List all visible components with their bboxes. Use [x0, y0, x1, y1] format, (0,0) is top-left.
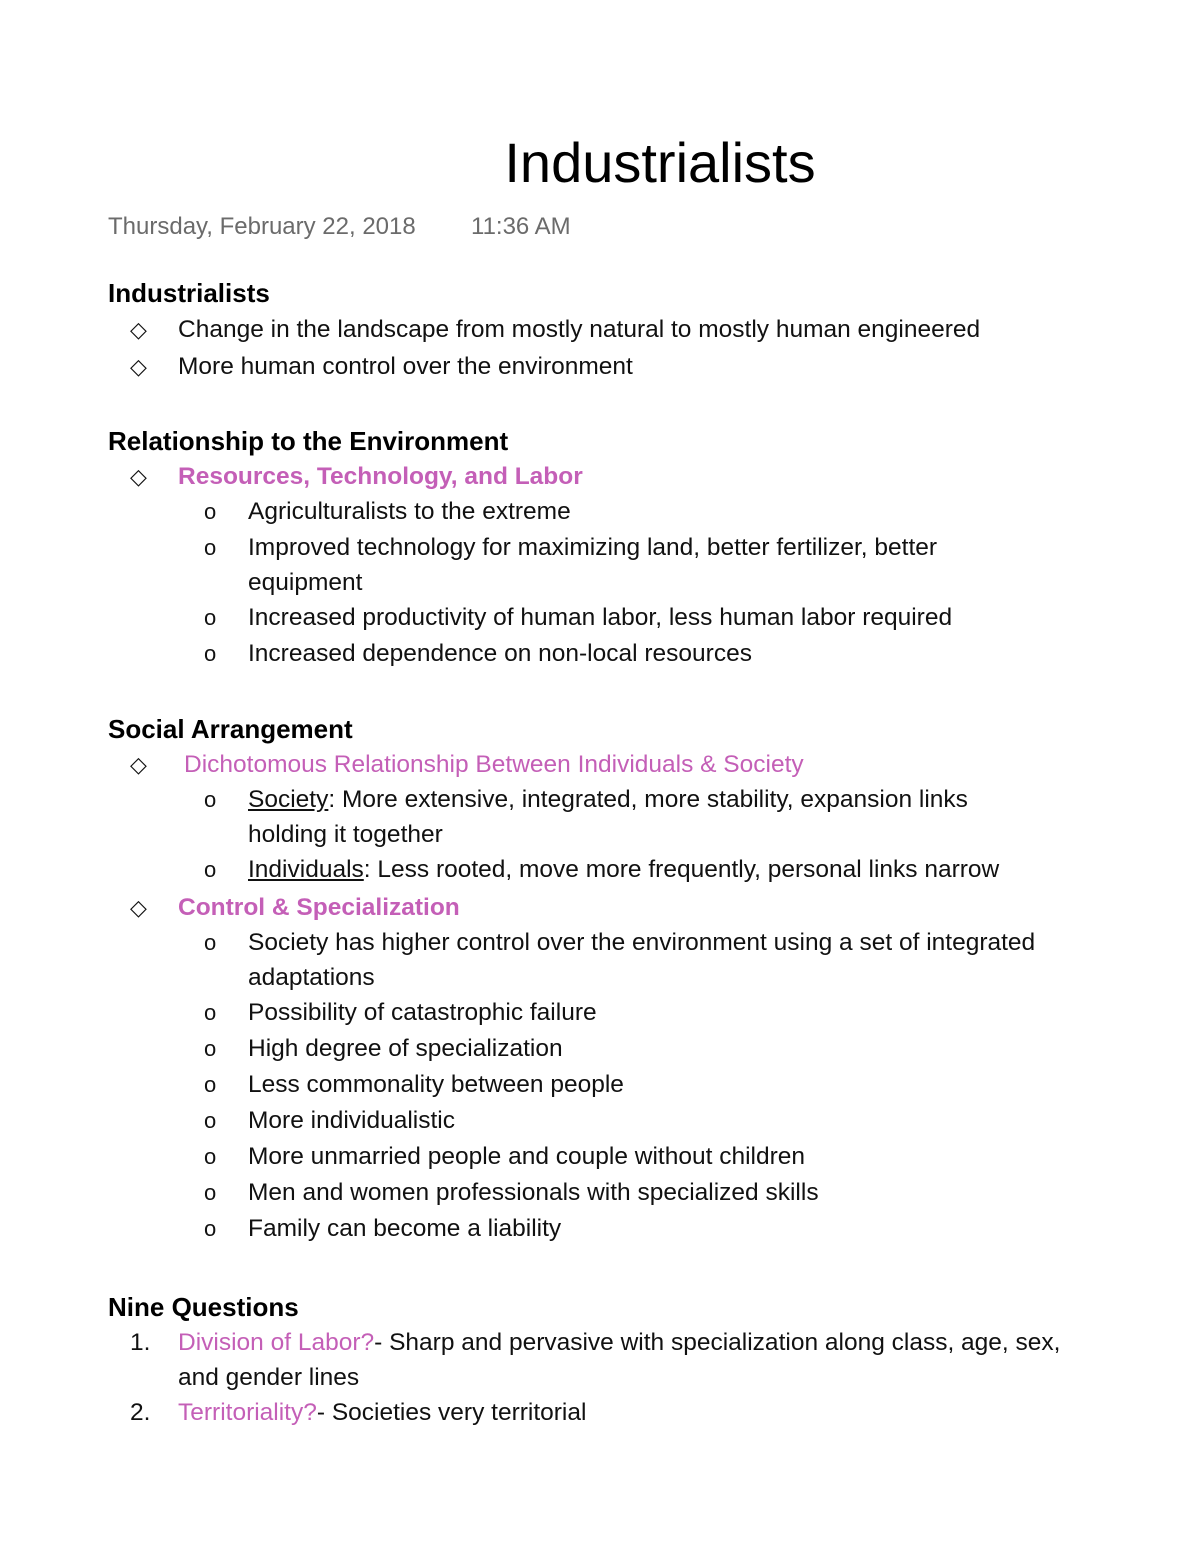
circle-bullet-icon: o — [204, 1180, 217, 1205]
list-item-society — [248, 783, 968, 817]
circle-bullet-icon: o — [204, 1072, 217, 1097]
list-item: More unmarried people and couple without children — [248, 1143, 806, 1170]
section-heading-social: Social Arrangement — [108, 714, 353, 744]
list-item-individuals — [248, 853, 999, 887]
sub-heading-control: Control & Specialization — [178, 894, 460, 921]
circle-bullet-icon: o — [204, 499, 217, 524]
list-item: Society has higher control over the environment using a set of integrated — [248, 929, 1036, 956]
sub-heading-resources: Resources, Technology, and Labor — [178, 463, 583, 490]
individuals-label: Individuals — [248, 856, 364, 883]
circle-bullet-icon: o — [204, 930, 217, 955]
question-2-text: - Societies very territorial — [316, 1399, 587, 1426]
circle-bullet-icon: o — [204, 641, 217, 666]
society-text: : More extensive, integrated, more stability, expansion links — [328, 786, 968, 813]
question-1-continuation: and gender lines — [178, 1364, 360, 1391]
circle-bullet-icon: o — [204, 1036, 217, 1061]
list-item: More human control over the environment — [178, 353, 633, 380]
circle-bullet-icon: o — [204, 1144, 217, 1169]
list-item: Agriculturalists to the extreme — [248, 498, 571, 525]
society-label: Society — [248, 786, 329, 813]
question-number: 1. — [130, 1329, 151, 1356]
note-time: 11:36 AM — [471, 213, 571, 240]
circle-bullet-icon: o — [204, 605, 217, 630]
circle-bullet-icon: o — [204, 1108, 217, 1133]
list-item: Increased productivity of human labor, less human labor required — [248, 604, 953, 631]
section-heading-questions: Nine Questions — [108, 1292, 299, 1322]
list-item: Less commonality between people — [248, 1071, 624, 1098]
list-item-continuation: holding it together — [248, 821, 443, 848]
diamond-bullet-icon: ◇ — [130, 354, 147, 379]
question-2-label: Territoriality? — [178, 1399, 317, 1426]
individuals-text: : Less rooted, move more frequently, personal links narrow — [363, 856, 1000, 883]
list-item: Men and women professionals with specialized skills — [248, 1179, 819, 1206]
list-item: High degree of specialization — [248, 1035, 563, 1062]
circle-bullet-icon: o — [204, 1216, 217, 1241]
circle-bullet-icon: o — [204, 857, 217, 882]
circle-bullet-icon: o — [204, 535, 217, 560]
section-heading-industrialists: Industrialists — [108, 278, 270, 308]
list-item: Improved technology for maximizing land, better fertilizer, better — [248, 534, 938, 561]
diamond-bullet-icon: ◇ — [130, 895, 147, 920]
circle-bullet-icon: o — [204, 787, 217, 812]
page-title: Industrialists — [504, 131, 816, 194]
list-item-continuation: equipment — [248, 569, 363, 596]
list-item-continuation: adaptations — [248, 964, 375, 991]
list-item: Increased dependence on non-local resources — [248, 640, 752, 667]
sub-heading-dichotomous: Dichotomous Relationship Between Individuals & Society — [184, 751, 804, 778]
question-1-label: Division of Labor? — [178, 1329, 375, 1356]
question-1 — [178, 1326, 1060, 1360]
question-1-text: - Sharp and pervasive with specialization along class, age, sex, — [374, 1329, 1061, 1356]
question-2 — [178, 1396, 586, 1430]
list-item: More individualistic — [248, 1107, 455, 1134]
diamond-bullet-icon: ◇ — [130, 317, 147, 342]
diamond-bullet-icon: ◇ — [130, 464, 147, 489]
list-item: Possibility of catastrophic failure — [248, 999, 597, 1026]
section-heading-relationship: Relationship to the Environment — [108, 426, 509, 456]
list-item: Change in the landscape from mostly natural to mostly human engineered — [178, 316, 981, 343]
list-item: Family can become a liability — [248, 1215, 562, 1242]
note-date: Thursday, February 22, 2018 — [108, 213, 416, 240]
circle-bullet-icon: o — [204, 1000, 217, 1025]
question-number: 2. — [130, 1399, 151, 1426]
diamond-bullet-icon: ◇ — [130, 752, 147, 777]
